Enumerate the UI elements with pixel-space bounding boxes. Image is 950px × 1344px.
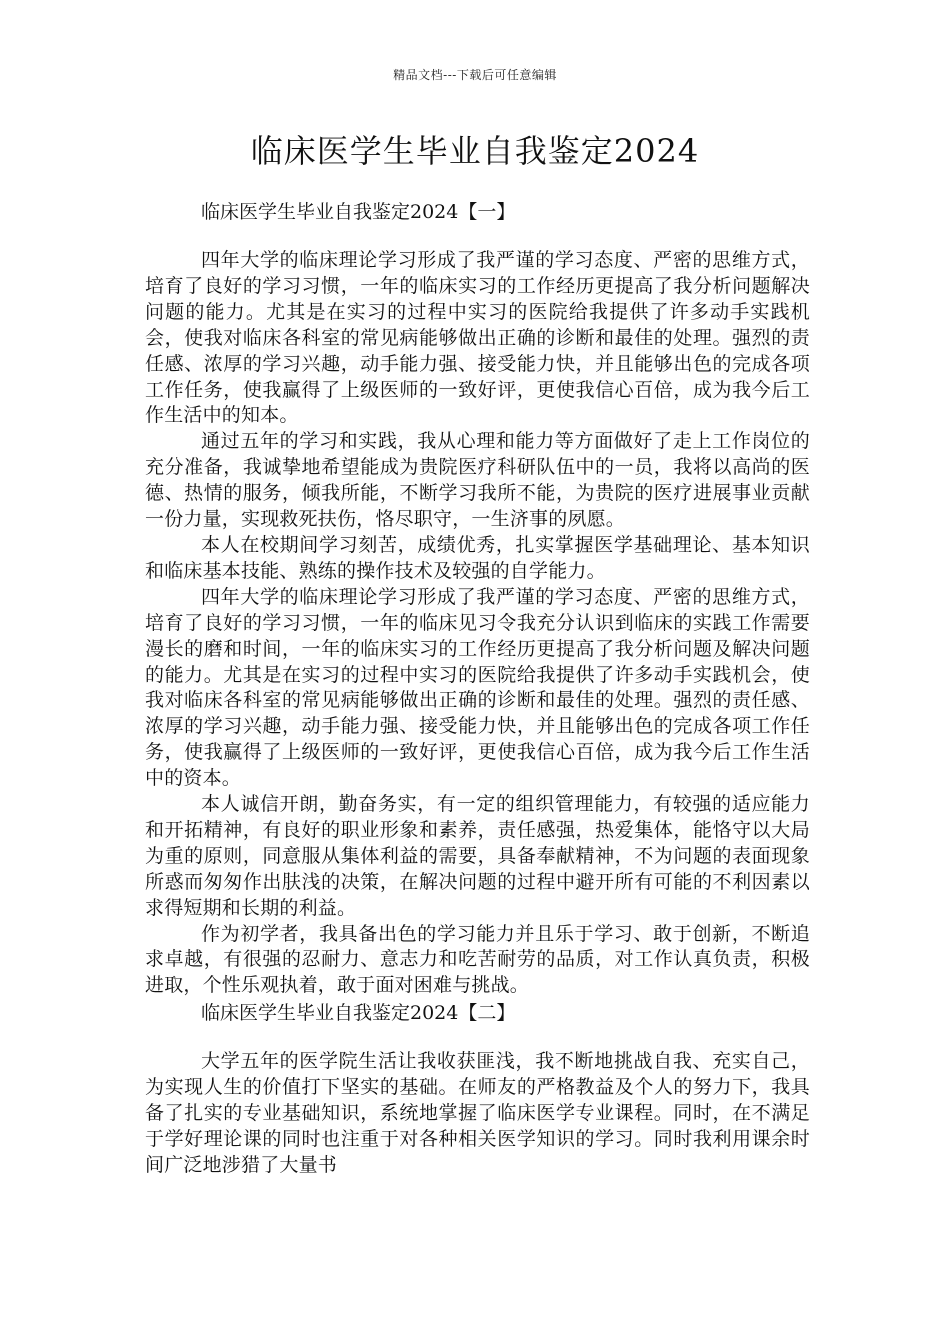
document-body [145,198,810,1179]
paragraph: 大学五年的医学院生活让我收获匪浅，我不断地挑战自我、充实自己，为实现人生的价值打下坚实的基础。在师友的严格教益及个人的努力下，我具备了扎实的专业基础知识，系统地掌握了临床医学专业课程。同时，在不满足于学好理论课的同时也注重于对各种相关医学知识的学习。同时我利用课余时间广泛地涉猎了大量书 [145,1050,810,1176]
document-title: 临床医学生毕业自我鉴定2024 [250,132,700,170]
page-header-note: 精品文档---下载后可任意编辑 [393,68,557,82]
paragraph: 通过五年的学习和实践，我从心理和能力等方面做好了走上工作岗位的充分准备，我诚挚地希望能成为贵院医疗科研队伍中的一员，我将以高尚的医德、热情的服务，倾我所能，不断学习我所不能，为贵院的医疗进展事业贡献一份力量，实现救死扶伤，恪尽职守，一生济事的夙愿。 [145,430,810,531]
paragraph: 作为初学者，我具备出色的学习能力并且乐于学习、敢于创新，不断追求卓越，有很强的忍耐力、意志力和吃苦耐劳的品质，对工作认真负责，积极进取，个性乐观执着，敢于面对困难与挑战。 [145,922,810,997]
section-heading-2: 临床医学生毕业自我鉴定2024【二】 [201,1002,516,1025]
paragraph: 四年大学的临床理论学习形成了我严谨的学习态度、严密的思维方式，培育了良好的学习习惯，一年的临床见习令我充分认识到临床的实践工作需要漫长的磨和时间，一年的临床实习的工作经历更提高了我分析问题及解决问题的能力。尤其是在实习的过程中实习的医院给我提供了许多动手实践机会，使我对临床各科室的常见病能够做出正确的诊断和最佳的处理。强烈的责任感、浓厚的学习兴趣，动手能力强、接受能力快，并且能够出色的完成各项工作任务，使我赢得了上级医师的一致好评，更使我信心百倍，成为我今后工作生活中的资本。 [145,585,810,790]
paragraph: 本人诚信开朗，勤奋务实，有一定的组织管理能力，有较强的适应能力和开拓精神，有良好的职业形象和素养，责任感强，热爱集体，能恪守以大局为重的原则，同意服从集体利益的需要，具备奉献精神，不为问题的表面现象所惑而匆匆作出肤浅的决策，在解决问题的过程中避开所有可能的不利因素以求得短期和长期的利益。 [145,793,810,919]
paragraph: 本人在校期间学习刻苦，成绩优秀，扎实掌握医学基础理论、基本知识和临床基本技能、熟练的操作技术及较强的自学能力。 [145,533,810,582]
section-heading-1: 临床医学生毕业自我鉴定2024【一】 [201,201,516,223]
paragraph: 四年大学的临床理论学习形成了我严谨的学习态度、严密的思维方式，培育了良好的学习习惯，一年的临床实习的工作经历更提高了我分析问题解决问题的能力。尤其是在实习的过程中实习的医院给我提供了许多动手实践机会，使我对临床各科室的常见病能够做出正确的诊断和最佳的处理。强烈的责任感、浓厚的学习兴趣，动手能力强、接受能力快，并且能够出色的完成各项工作任务，使我赢得了上级医师的一致好评，更使我信心百倍，成为我今后工作生活中的知本。 [145,249,810,427]
